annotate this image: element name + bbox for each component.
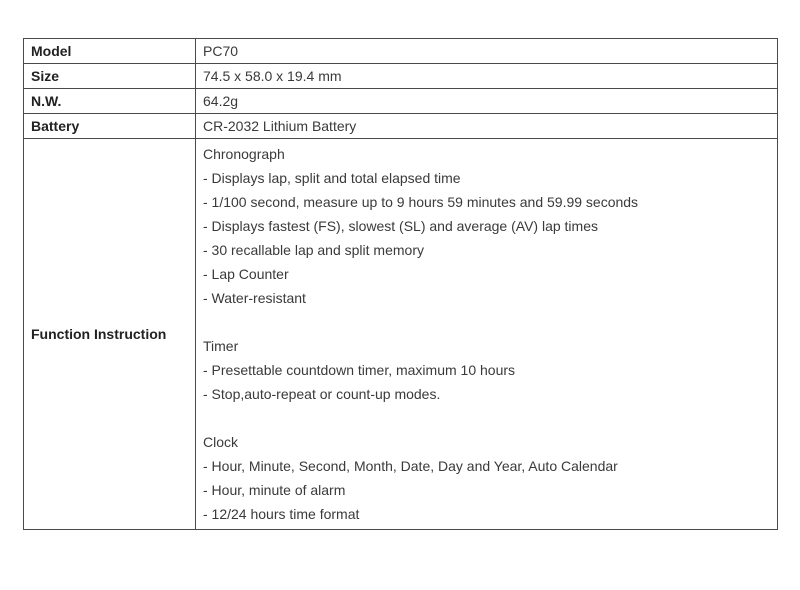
spec-label: Model — [24, 39, 196, 64]
spec-value: PC70 — [196, 39, 778, 64]
function-line: - 12/24 hours time format — [203, 506, 360, 522]
spec-value: 74.5 x 58.0 x 19.4 mm — [196, 64, 778, 89]
spec-row-net-weight — [24, 89, 778, 114]
spec-table — [23, 38, 778, 530]
function-line: - Hour, Minute, Second, Month, Date, Day and Year, Auto Calendar — [203, 458, 618, 474]
function-line: Clock — [203, 434, 239, 450]
function-line: Timer — [203, 338, 239, 354]
function-line: Chronograph — [203, 146, 285, 162]
spec-label: Size — [24, 64, 196, 89]
function-line: - Water-resistant — [203, 290, 306, 306]
spec-row-size — [24, 64, 778, 89]
spec-value: CR-2032 Lithium Battery — [196, 114, 778, 139]
function-line: - 30 recallable lap and split memory — [203, 242, 424, 258]
spec-label: Function Instruction — [24, 139, 196, 530]
function-line: - 1/100 second, measure up to 9 hours 59 minutes and 59.99 seconds — [203, 194, 639, 210]
spec-row-battery — [24, 114, 778, 139]
spec-value: 64.2g — [196, 89, 778, 114]
function-line-spacer — [203, 406, 771, 430]
spec-row-model — [24, 39, 778, 64]
function-instruction-list — [196, 139, 778, 530]
function-line: - Hour, minute of alarm — [203, 482, 346, 498]
function-line: - Stop,auto-repeat or count-up modes. — [203, 386, 441, 402]
function-line: - Lap Counter — [203, 266, 289, 282]
function-line: - Displays fastest (FS), slowest (SL) and average (AV) lap times — [203, 218, 598, 234]
function-line: - Presettable countdown timer, maximum 10 hours — [203, 362, 516, 378]
function-line: - Displays lap, split and total elapsed time — [203, 170, 461, 186]
spec-row-function-instruction — [24, 139, 778, 530]
spec-label: N.W. — [24, 89, 196, 114]
spec-label: Battery — [24, 114, 196, 139]
function-line-spacer — [203, 310, 771, 334]
